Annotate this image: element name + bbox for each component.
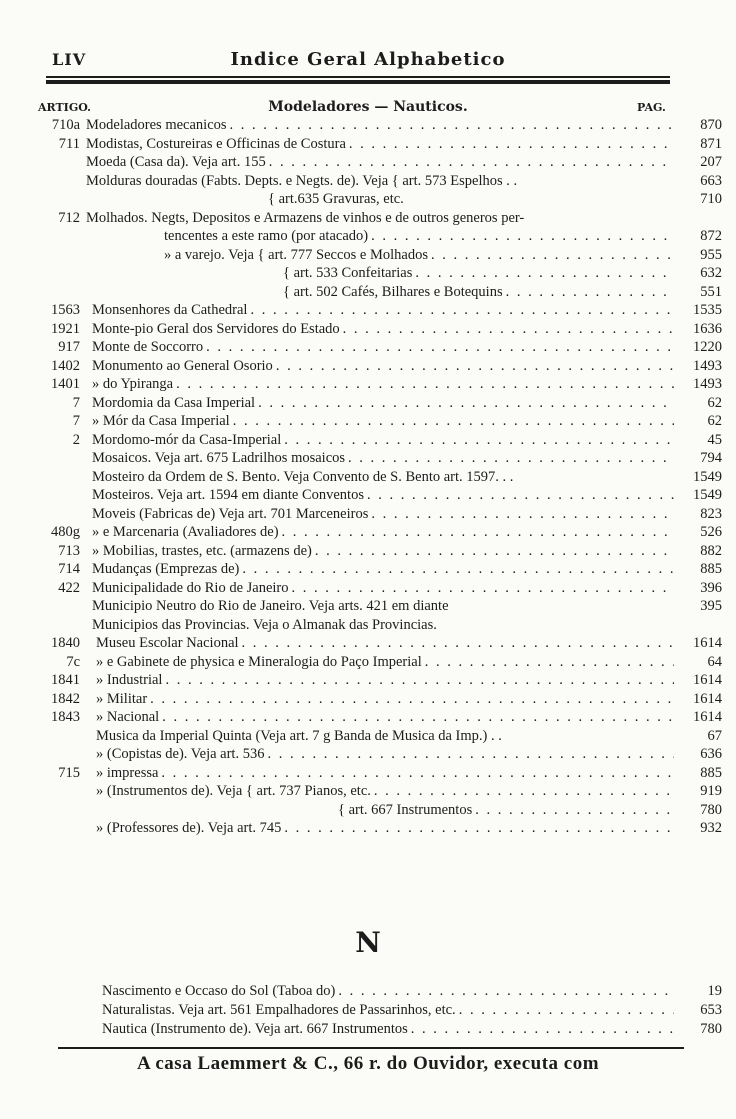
entry-text: Nascimento e Occaso do Sol (Taboa do) [102,983,336,999]
column-header-artigo: ARTIGO. [38,101,91,114]
entry-article-number: 422 [58,579,80,596]
entry-page-number: 823 [700,505,722,522]
entry-article-number: 480g [51,524,80,540]
entry-article-number: 1563 [51,302,80,318]
dot-leader [273,357,674,376]
dot-leader [239,560,674,579]
index-entry [38,764,722,783]
index-entry [38,283,722,302]
dot-leader [312,542,674,561]
index-entry [38,412,722,431]
entry-text: Monsenhores da Cathedral [92,302,248,318]
entry-text: Mosaicos. Veja art. 675 Ladrilhos mosaicos [92,450,346,466]
entry-text: » a varejo. Veja { art. 777 Seccos e Molhados [164,246,428,263]
index-entry [38,523,722,542]
entry-text: Nautica (Instrumento de). Veja art. 667 Instrumentos [102,1021,408,1037]
dot-leader [345,449,674,468]
index-entry [38,690,722,709]
entry-article-number: 1401 [51,376,80,392]
entry-article-number: 7 [72,394,80,411]
dot-leader [255,394,674,413]
entry-article-number: 713 [58,542,80,559]
entry-text: tencentes a este ramo (por atacado) [164,228,369,244]
entry-page-number: 19 [707,983,722,999]
index-entry [38,634,722,653]
dot-leader [364,486,674,505]
index-entry [38,486,722,505]
index-entry [38,431,722,450]
dot-leader [203,338,674,357]
index-entry [38,542,722,561]
entry-article-number: 710a [51,117,80,133]
entry-page-number: 780 [700,801,722,818]
entry-text: Municipios das Provincias. Veja o Almanak das Provincias. [92,616,437,633]
entry-page-number: 45 [707,431,722,448]
header-rule-thick [46,80,670,84]
dot-leader [159,708,674,727]
entry-page-number: 1549 [693,468,722,485]
entry-article-number: 1841 [51,672,80,688]
dot-leader [162,671,674,690]
index-entry [38,449,722,468]
entry-page-number: 1493 [693,376,722,392]
entry-article-number: 1921 [51,320,80,337]
entry-text: » e Gabinete de physica e Mineralogia do Paço Imperial [96,653,422,670]
letter-heading-n: N [355,926,381,959]
entry-text: » Industrial [96,672,163,688]
entry-text: Monte de Soccorro [92,339,204,355]
entry-page-number: 1614 [693,672,722,688]
entry-text: Musica da Imperial Quinta (Veja art. 7 g Banda de Musica da Imp.) . . [96,727,502,744]
entry-article-number: 1842 [51,690,80,707]
dot-leader [368,505,674,524]
column-header-pag: PAG. [637,101,666,114]
entry-text: » Mobilias, trastes, etc. (armazens de) [92,542,312,559]
entry-text: Municipalidade do Rio de Janeiro [92,579,289,596]
index-entry [38,190,722,209]
dot-leader [335,982,674,1001]
dot-leader [503,283,674,302]
dot-leader [422,653,674,672]
dot-leader [428,246,674,265]
index-entry [38,264,722,283]
entry-page-number: 1549 [693,487,722,503]
entry-text: Moeda (Casa da). Veja art. 155 [86,154,266,170]
entry-page-number: 1614 [693,709,722,725]
entry-page-number: 395 [700,598,722,614]
entry-page-number: 636 [700,746,722,762]
dot-leader [456,1001,674,1020]
entry-article-number: 714 [58,561,80,577]
index-entry [38,782,722,801]
entry-article-number: 715 [58,764,80,781]
index-entry [38,1001,722,1020]
index-entry [38,616,658,635]
entry-page-number: 794 [700,450,722,466]
dot-leader [266,153,674,172]
index-entry [38,468,722,487]
entry-text: » (Instrumentos de). Veja { art. 737 Pianos, etc. [96,783,371,799]
entry-article-number: 1402 [51,357,80,374]
entry-article-number: 712 [58,209,80,226]
page-number: LIV [52,50,87,69]
index-entry [38,745,722,764]
entry-text: » Nacional [96,709,160,725]
entry-text: Museu Escolar Nacional [96,635,239,651]
entry-page-number: 955 [700,246,722,263]
entry-text: Naturalistas. Veja art. 561 Empalhadores de Passarinhos, etc. [102,1002,456,1018]
index-entry [38,597,722,616]
entry-page-number: 1636 [693,320,722,337]
index-entry [38,338,722,357]
entry-page-number: 62 [707,394,722,411]
entry-text: Moveis (Fabricas de) Veja art. 701 Marceneiros [92,505,369,522]
entry-page-number: 396 [700,579,722,596]
index-entry [38,801,722,820]
entry-page-number: 551 [700,283,722,300]
dot-leader [227,116,674,135]
entry-page-number: 885 [700,764,722,781]
entry-page-number: 872 [700,228,722,244]
index-entry [38,135,722,154]
dot-leader [158,764,674,783]
index-entry [38,246,722,265]
entry-page-number: 67 [707,727,722,744]
entry-page-number: 632 [700,265,722,281]
entry-text: » (Copistas de). Veja art. 536 [96,746,265,762]
entry-article-number: 7c [66,653,80,670]
dot-leader [340,320,674,339]
index-entry [38,153,722,172]
entry-page-number: 653 [700,1002,722,1018]
entry-page-number: 932 [700,820,722,836]
index-entry [38,819,722,838]
page-title: Indice Geral Alphabetico [230,49,506,70]
entry-article-number: 1840 [51,635,80,651]
entry-text: » (Professores de). Veja art. 745 [96,820,282,836]
entry-text: » impressa [96,764,159,781]
entry-page-number: 1535 [693,302,722,318]
index-entry [38,209,658,228]
entry-text: { art.635 Gravuras, etc. [268,191,404,207]
dot-leader [239,634,674,653]
index-entry [38,116,722,135]
dot-leader [408,1020,674,1039]
entry-text: Molhados. Negts, Depositos e Armazens de vinhos e de outros generos per- [86,209,525,226]
dot-leader [173,375,674,394]
entry-page-number: 1220 [693,339,722,355]
dot-leader [264,745,674,764]
entry-text: Mordomo-mór da Casa-Imperial [92,431,282,448]
index-entry [38,671,722,690]
entry-page-number: 663 [700,172,722,189]
entry-text: Mosteiro da Ordem de S. Bento. Veja Convento de S. Bento art. 1597. . . [92,468,514,485]
entry-page-number: 882 [700,542,722,559]
entry-page-number: 207 [700,154,722,170]
index-entry [38,301,722,320]
entry-page-number: 62 [707,413,722,429]
entry-text: Modistas, Costureiras e Officinas de Costura [86,135,346,152]
index-entry [38,505,722,524]
entry-text: » do Ypiranga [92,376,174,392]
index-entry [38,579,722,598]
index-entry [38,394,722,413]
index-entry [38,708,722,727]
dot-leader [281,819,674,838]
entry-page-number: 871 [700,135,722,152]
index-entry [38,1020,722,1039]
index-entry [38,357,722,376]
entry-text: » Mór da Casa Imperial [92,413,230,429]
entry-page-number: 1493 [693,357,722,374]
index-entry [38,982,722,1001]
entry-text: Mordomia da Casa Imperial [92,394,256,411]
index-entry [38,653,722,672]
index-entry [38,375,722,394]
entry-text: Monumento ao General Osorio [92,357,273,374]
entry-page-number: 919 [700,783,722,799]
entry-page-number: 710 [700,191,722,207]
dot-leader [230,412,674,431]
entry-text: Molduras douradas (Fabts. Depts. e Negts. de). Veja { art. 573 Espelhos . . [86,172,518,189]
entry-article-number: 711 [58,135,80,152]
publisher-footer: A casa Laemmert & C., 66 r. do Ouvidor, executa com [136,1053,600,1074]
entry-text: { art. 533 Confeitarias [283,265,413,281]
entry-text: Mosteiros. Veja art. 1594 em diante Conventos [92,487,364,503]
entry-page-number: 780 [700,1021,722,1037]
dot-leader [247,301,674,320]
entry-text: Monte-pio Geral dos Servidores do Estado [92,320,340,337]
entry-text: Mudanças (Emprezas de) [92,561,240,577]
section-heading: Modeladores — Nauticos. [268,99,468,115]
entry-page-number: 885 [700,561,722,577]
dot-leader [412,264,674,283]
entry-article-number: 1843 [51,709,80,725]
index-entry [38,560,722,579]
dot-leader [371,782,674,801]
index-entry [38,172,722,191]
footer-rule [58,1047,684,1049]
index-entry [38,227,722,246]
entry-page-number: 526 [700,524,722,540]
index-entry [38,320,722,339]
dot-leader [281,431,674,450]
dot-leader [368,227,674,246]
entry-page-number: 1614 [693,690,722,707]
dot-leader [279,523,674,542]
entry-article-number: 2 [72,431,80,448]
entry-article-number: 917 [58,339,80,355]
entry-text: » Militar [96,690,148,707]
dot-leader [289,579,674,598]
entry-article-number: 7 [72,413,80,429]
entry-text: Municipio Neutro do Rio de Janeiro. Veja arts. 421 em diante [92,598,449,614]
entry-page-number: 870 [700,117,722,133]
header-rule-thin [46,76,670,78]
entry-text: { art. 667 Instrumentos [338,801,473,818]
entry-text: { art. 502 Cafés, Bilhares e Botequins [283,283,503,300]
entry-text: Modeladores mecanicos [86,117,227,133]
dot-leader [472,801,674,820]
index-entry [38,727,722,746]
entry-page-number: 1614 [693,635,722,651]
dot-leader [147,690,674,709]
entry-page-number: 64 [707,653,722,670]
entry-text: » e Marcenaria (Avaliadores de) [92,524,279,540]
dot-leader [346,135,674,154]
